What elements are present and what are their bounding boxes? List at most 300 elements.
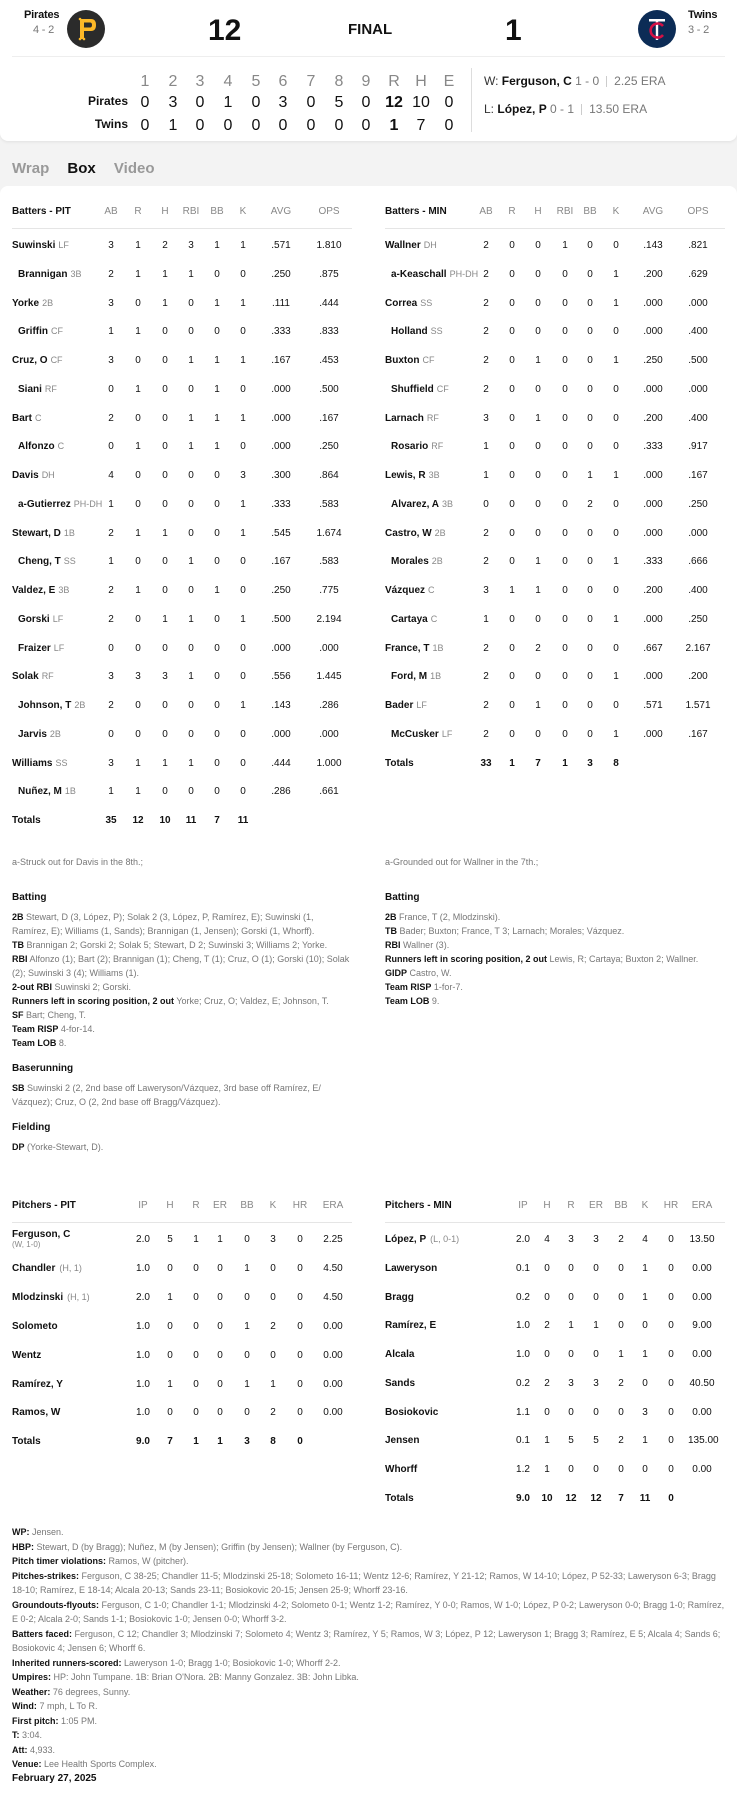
player-name[interactable] <box>12 528 75 539</box>
stat-cell: 0 <box>535 268 541 280</box>
table-row[interactable] <box>385 643 725 659</box>
table-row[interactable] <box>12 499 352 515</box>
stat-cell: 3 <box>483 412 489 424</box>
stat-cell: 1 <box>167 1291 173 1303</box>
table-row[interactable] <box>12 441 352 457</box>
table-row[interactable] <box>385 556 725 572</box>
stat-cell: 0 <box>613 240 619 251</box>
table-row[interactable] <box>12 384 352 400</box>
stat-cell: 2.0 <box>516 1234 530 1245</box>
table-header <box>12 206 352 222</box>
stat-cell: 3 <box>108 355 114 366</box>
stat-cell: 1 <box>509 585 515 596</box>
player-position: 1B <box>63 527 75 538</box>
player-name[interactable] <box>12 1350 41 1361</box>
table-row[interactable] <box>12 1292 352 1308</box>
stat-cell: 1 <box>483 613 489 625</box>
table-row[interactable] <box>385 499 725 515</box>
player-name[interactable] <box>385 470 440 481</box>
table-row[interactable] <box>12 643 352 659</box>
note-label: Pitches-strikes: <box>12 1570 80 1581</box>
stat-cell: 0 <box>217 1291 223 1303</box>
player-name[interactable] <box>385 1292 414 1303</box>
player-name[interactable] <box>18 700 85 711</box>
player-name[interactable] <box>385 1464 417 1475</box>
stat-cell: .300 <box>271 470 291 481</box>
stat-cell: 0 <box>544 1262 550 1274</box>
table-row[interactable] <box>385 470 725 486</box>
stat-cell: .167 <box>688 470 708 481</box>
totals-label: Totals <box>12 1436 41 1448</box>
stat-cell: 1 <box>167 1378 173 1390</box>
player-name[interactable] <box>391 499 453 510</box>
column-header[interactable]: R <box>567 1200 575 1211</box>
pitchers-table-pit <box>12 1200 352 1480</box>
player-name-text: Williams <box>12 757 53 769</box>
column-header[interactable]: IP <box>138 1200 148 1211</box>
player-name[interactable] <box>385 413 439 424</box>
stat-cell: 2 <box>535 642 541 654</box>
stat-cell: 0 <box>135 556 141 568</box>
stat-cell: 0 <box>562 585 568 596</box>
player-name[interactable] <box>385 1435 419 1446</box>
column-header[interactable]: H <box>166 1200 174 1211</box>
table-row[interactable] <box>12 614 352 630</box>
stat-cell: 0 <box>587 556 593 568</box>
total-cell: 12 <box>132 815 144 826</box>
player-name[interactable] <box>12 355 63 366</box>
stat-cell: 0 <box>509 383 515 395</box>
stat-cell: .444 <box>319 297 339 309</box>
stat-cell: 1 <box>642 1262 648 1274</box>
table-row[interactable] <box>12 729 352 745</box>
stat-cell: 0 <box>535 728 541 740</box>
stat-cell: .000 <box>271 728 291 740</box>
tab-video[interactable]: Video <box>113 160 155 177</box>
stat-cell: 3 <box>568 1377 574 1389</box>
header-divider <box>385 228 725 229</box>
header-divider <box>385 1222 725 1223</box>
table-row[interactable] <box>12 786 352 802</box>
player-name[interactable] <box>12 470 55 481</box>
player-name[interactable] <box>385 585 435 596</box>
table-row[interactable] <box>12 1321 352 1337</box>
player-name[interactable] <box>12 1263 82 1274</box>
player-name[interactable] <box>391 671 441 682</box>
totals-label: Totals <box>385 1492 414 1504</box>
table-row[interactable] <box>12 298 352 314</box>
table-row[interactable] <box>385 671 725 687</box>
pirates-logo-icon[interactable] <box>67 10 105 48</box>
stat-cell: 1.000 <box>316 757 342 769</box>
player-name[interactable] <box>385 1349 414 1360</box>
player-position: PH-DH <box>73 498 103 509</box>
table-row[interactable] <box>385 528 725 544</box>
stat-cell: 2 <box>544 1320 550 1332</box>
player-name[interactable] <box>12 758 68 769</box>
column-header[interactable]: ER <box>213 1200 227 1211</box>
note-label: GIDP <box>385 968 408 978</box>
linescore-col-header: H <box>415 73 427 90</box>
player-name[interactable] <box>385 355 434 366</box>
player-name[interactable] <box>385 1378 415 1389</box>
note-text: Yorke; Cruz, O; Valdez, E; Johnson, T. <box>176 996 329 1006</box>
stat-cell: .250 <box>688 498 708 510</box>
stat-cell: 0 <box>587 268 593 280</box>
stat-cell: 0 <box>587 585 593 596</box>
table-row[interactable] <box>385 700 725 716</box>
stat-cell: .000 <box>643 671 663 683</box>
tab-wrap[interactable]: Wrap <box>12 160 50 177</box>
linescore-cell: 0 <box>278 117 288 134</box>
stat-cell: 0 <box>214 757 220 769</box>
table-row[interactable] <box>385 1234 725 1250</box>
linescore-cell: 7 <box>416 117 426 134</box>
player-name[interactable] <box>385 1407 438 1418</box>
player-position: LF <box>416 700 427 710</box>
stat-cell: 1 <box>483 441 489 453</box>
table-row[interactable] <box>385 1349 725 1365</box>
stat-cell: 2 <box>108 527 114 539</box>
note-line <box>12 1525 727 1540</box>
column-header[interactable]: RBI <box>556 206 574 217</box>
away-team-info[interactable] <box>24 9 60 36</box>
stat-cell: 0 <box>642 1464 648 1475</box>
stat-cell: 0 <box>509 441 515 453</box>
table-row[interactable] <box>12 528 352 544</box>
column-header[interactable]: OPS <box>318 206 340 217</box>
column-header[interactable]: HR <box>663 1200 679 1211</box>
table-row[interactable] <box>12 758 352 774</box>
player-name[interactable] <box>385 1320 436 1331</box>
stat-cell: 0 <box>188 728 194 740</box>
table-row[interactable] <box>385 384 725 400</box>
table-row[interactable] <box>12 269 352 285</box>
stat-cell: 2.25 <box>323 1234 343 1245</box>
table-row[interactable] <box>385 585 725 601</box>
note-label: Team RISP <box>385 982 432 992</box>
player-name[interactable] <box>12 1292 90 1303</box>
table-row[interactable] <box>385 1263 725 1279</box>
table-row[interactable] <box>12 413 352 429</box>
stat-cell: 1 <box>188 613 194 625</box>
stat-cell: 0 <box>587 613 593 625</box>
note-text: Bader; Buxton; France, T 3; Larnach; Morales; Vázquez. <box>399 926 625 936</box>
note-text: Suwinski 2 (2, 2nd base off Laweryson/Vázquez, 3rd base off Ramírez, E/ Vázquez); Cruz, O (2, 2nd base off Bragg/Vázquez). <box>12 1083 321 1107</box>
table-row[interactable] <box>12 326 352 342</box>
stat-cell: 0 <box>217 1262 223 1274</box>
table-row[interactable] <box>385 1464 725 1480</box>
stat-cell: 1.0 <box>136 1378 150 1390</box>
stat-cell: 0 <box>509 355 515 366</box>
column-header[interactable]: ERA <box>322 1200 344 1211</box>
stat-cell: 0 <box>240 383 246 395</box>
stat-cell: .333 <box>643 441 663 453</box>
player-name[interactable] <box>12 585 69 596</box>
table-row[interactable] <box>385 441 725 457</box>
column-header[interactable]: K <box>269 1200 277 1211</box>
player-name[interactable] <box>385 240 437 251</box>
player-name[interactable] <box>12 1229 70 1249</box>
stat-cell: 1 <box>214 383 220 395</box>
player-name[interactable] <box>12 1379 63 1390</box>
stat-cell: 0 <box>562 613 568 625</box>
player-name[interactable] <box>391 326 443 337</box>
table-row[interactable] <box>12 355 352 371</box>
player-name[interactable] <box>18 786 76 797</box>
stat-cell: 0 <box>297 1407 303 1419</box>
stat-cell: .000 <box>319 728 339 740</box>
table-row[interactable] <box>385 240 725 256</box>
column-header[interactable]: BB <box>614 1200 628 1211</box>
player-name[interactable] <box>18 441 64 452</box>
stat-cell: 0 <box>587 700 593 711</box>
column-header[interactable]: H <box>534 206 542 217</box>
total-cell: 3 <box>587 757 593 769</box>
note-text: Suwinski 2; Gorski. <box>54 982 132 992</box>
player-name-text: Mlodzinski <box>12 1291 64 1303</box>
linescore-cell: 0 <box>444 117 454 134</box>
stat-cell: 0 <box>167 1262 173 1274</box>
player-name[interactable] <box>12 240 69 251</box>
total-cell: 11 <box>185 815 197 826</box>
column-header[interactable]: K <box>239 206 247 217</box>
stat-cell: 2 <box>108 268 114 280</box>
player-name[interactable] <box>385 298 432 309</box>
stat-cell: 2.167 <box>685 642 711 654</box>
stat-cell: 0 <box>587 642 593 654</box>
note-label: Inherited runners-scored: <box>12 1657 122 1668</box>
stat-cell: 1 <box>244 1320 250 1332</box>
column-header[interactable]: AVG <box>270 206 292 217</box>
player-name[interactable] <box>18 556 76 567</box>
linescore-cell: 0 <box>251 117 261 134</box>
player-name[interactable] <box>18 384 57 395</box>
stat-cell: 0 <box>297 1262 303 1274</box>
player-position: 1B <box>64 786 76 797</box>
column-header[interactable]: ER <box>589 1200 603 1211</box>
stat-cell: 1 <box>162 757 168 769</box>
stat-cell: 0 <box>162 470 168 481</box>
stat-cell: 0 <box>214 700 220 711</box>
stat-cell: 0 <box>568 1349 574 1360</box>
table-row[interactable] <box>385 269 725 285</box>
player-name[interactable] <box>18 269 81 280</box>
player-name[interactable] <box>391 614 437 625</box>
linescore-cell: 0 <box>444 94 454 111</box>
table-row[interactable] <box>385 326 725 342</box>
column-header[interactable]: K <box>612 206 620 217</box>
player-name[interactable] <box>12 1407 60 1418</box>
column-header[interactable]: AB <box>104 206 118 217</box>
stat-cell: 0 <box>214 527 220 539</box>
tab-box[interactable]: Box <box>67 160 96 177</box>
player-name[interactable] <box>18 643 64 654</box>
game-date: February 27, 2025 <box>12 1772 97 1784</box>
batting-notes <box>12 910 352 1050</box>
table-row[interactable] <box>385 1378 725 1394</box>
player-name[interactable] <box>18 614 63 625</box>
player-name[interactable] <box>12 671 54 682</box>
table-row[interactable] <box>12 700 352 716</box>
table-row[interactable] <box>12 1263 352 1279</box>
stat-cell: .333 <box>643 556 663 568</box>
game-status: FINAL <box>348 21 393 38</box>
stat-cell: 1 <box>240 240 246 251</box>
stat-cell: 1 <box>188 355 194 366</box>
table-row[interactable] <box>385 1407 725 1423</box>
notes-pit <box>12 855 352 1154</box>
stat-cell: .167 <box>319 412 339 424</box>
player-position: LF <box>441 728 453 739</box>
away-team-record: 4 - 2 <box>32 24 54 36</box>
table-row[interactable] <box>385 355 725 371</box>
player-name[interactable] <box>385 528 446 539</box>
stat-cell: 0 <box>108 383 114 395</box>
stat-cell: 0 <box>244 1234 250 1245</box>
stat-cell: 0 <box>613 383 619 395</box>
linescore-cell: 0 <box>361 94 371 111</box>
linescore-col-header: 4 <box>223 73 233 90</box>
stat-cell: 0 <box>587 412 593 424</box>
table-header <box>385 1200 725 1216</box>
player-name[interactable] <box>385 1263 437 1274</box>
stat-cell: 2 <box>108 585 114 596</box>
stat-cell: 0 <box>162 355 168 366</box>
stat-cell: 0 <box>613 585 619 596</box>
note-label: 2B <box>12 912 24 922</box>
column-header[interactable]: K <box>641 1200 649 1211</box>
table-row[interactable] <box>12 470 352 486</box>
stat-cell: .250 <box>688 613 708 625</box>
column-header[interactable]: IP <box>518 1200 528 1211</box>
column-header[interactable]: AB <box>479 206 493 217</box>
winning-pitcher[interactable] <box>484 74 666 88</box>
stat-cell: 0 <box>193 1291 199 1303</box>
stat-cell: .000 <box>271 642 291 654</box>
linescore-cell: 3 <box>168 94 178 111</box>
player-name[interactable] <box>18 729 61 740</box>
stat-cell: 2 <box>483 527 489 539</box>
stat-cell: 0 <box>613 412 619 424</box>
column-header[interactable]: OPS <box>687 206 709 217</box>
player-name[interactable] <box>391 384 449 395</box>
column-header[interactable]: ERA <box>691 1200 713 1211</box>
total-cell: 8 <box>613 757 619 769</box>
stat-cell: 1.0 <box>136 1262 150 1274</box>
footnote: a-Struck out for Davis in the 8th.; <box>12 857 144 867</box>
stat-cell: 1 <box>568 1320 574 1332</box>
note-line <box>12 1569 727 1598</box>
table-row[interactable] <box>12 585 352 601</box>
table-row[interactable] <box>385 729 725 745</box>
column-header[interactable]: RBI <box>182 206 200 217</box>
player-name[interactable] <box>12 1321 58 1332</box>
column-header[interactable]: BB <box>240 1200 254 1211</box>
pitcher-decision: (W, 1-0) <box>12 1240 41 1249</box>
table-row[interactable] <box>12 240 352 256</box>
stat-cell: 0 <box>618 1406 624 1418</box>
table-row[interactable] <box>12 1407 352 1423</box>
linescore-cell: 0 <box>140 94 150 111</box>
stat-cell: .667 <box>643 642 663 654</box>
home-team-info[interactable] <box>688 9 717 36</box>
note-text: Stewart, D (3, López, P); Solak 2 (3, López, P, Ramírez, E); Suwinski (1, Ramírez, E); Williams (1, Sands); Brannigan (1, Jensen); Gorski (1, Whorff). <box>12 912 315 936</box>
column-header[interactable]: R <box>134 206 142 217</box>
player-name[interactable] <box>391 556 443 567</box>
table-row[interactable] <box>385 298 725 314</box>
stat-cell: .400 <box>688 412 708 424</box>
player-name[interactable] <box>391 729 452 740</box>
player-name[interactable] <box>12 413 42 424</box>
player-name[interactable] <box>12 298 53 309</box>
stat-cell: 0 <box>509 728 515 740</box>
note-text: 4-for-14. <box>60 1024 95 1034</box>
column-header[interactable]: BB <box>583 206 597 217</box>
section-title-batting: Batting <box>385 892 420 903</box>
table-row[interactable] <box>385 413 725 429</box>
table-row[interactable] <box>385 614 725 630</box>
total-cell: 9.0 <box>516 1492 530 1504</box>
linescore-cell: 0 <box>195 94 205 111</box>
table-row[interactable] <box>12 1350 352 1366</box>
stat-cell: 1 <box>108 326 114 338</box>
table-row[interactable] <box>12 1379 352 1395</box>
twins-logo-icon[interactable] <box>638 10 676 48</box>
stat-cell: 0 <box>214 642 220 654</box>
player-name[interactable] <box>385 643 443 654</box>
player-name[interactable] <box>18 499 102 510</box>
table-row[interactable] <box>12 556 352 572</box>
stat-cell: .500 <box>319 383 339 395</box>
column-header[interactable]: AVG <box>642 206 664 217</box>
table-row[interactable] <box>385 1292 725 1308</box>
player-name[interactable] <box>391 441 443 452</box>
table-row[interactable] <box>385 1320 725 1336</box>
away-team-name: Pirates <box>24 9 60 21</box>
player-name[interactable] <box>18 326 63 337</box>
player-name[interactable] <box>385 700 427 711</box>
note-label: Wind: <box>12 1701 37 1711</box>
player-name[interactable] <box>385 1234 459 1245</box>
column-header[interactable]: H <box>161 206 169 217</box>
column-header[interactable]: R <box>508 206 516 217</box>
batting-notes <box>385 910 730 1008</box>
player-name[interactable] <box>391 269 478 280</box>
stat-cell: 0.2 <box>516 1291 530 1303</box>
column-header[interactable]: BB <box>210 206 224 217</box>
stat-cell: 1 <box>240 498 246 510</box>
table-row[interactable] <box>385 1435 725 1451</box>
stat-cell: 3 <box>162 671 168 683</box>
column-header[interactable]: H <box>543 1200 551 1211</box>
player-position: C <box>428 585 435 595</box>
stat-cell: 0 <box>188 383 194 395</box>
player-name-text: Larnach <box>385 412 424 424</box>
note-label: Att: <box>12 1744 28 1755</box>
stat-cell: 0 <box>162 441 168 453</box>
note-line <box>385 952 730 966</box>
losing-pitcher[interactable] <box>484 102 647 116</box>
note-label: 2-out RBI <box>12 982 52 992</box>
note-label: WP: <box>12 1527 30 1537</box>
table-row[interactable] <box>12 671 352 687</box>
column-header[interactable]: R <box>192 1200 200 1211</box>
table-row[interactable] <box>12 1229 352 1250</box>
player-position: SS <box>420 297 433 308</box>
stat-cell: 0 <box>613 498 619 510</box>
column-header[interactable]: HR <box>292 1200 308 1211</box>
